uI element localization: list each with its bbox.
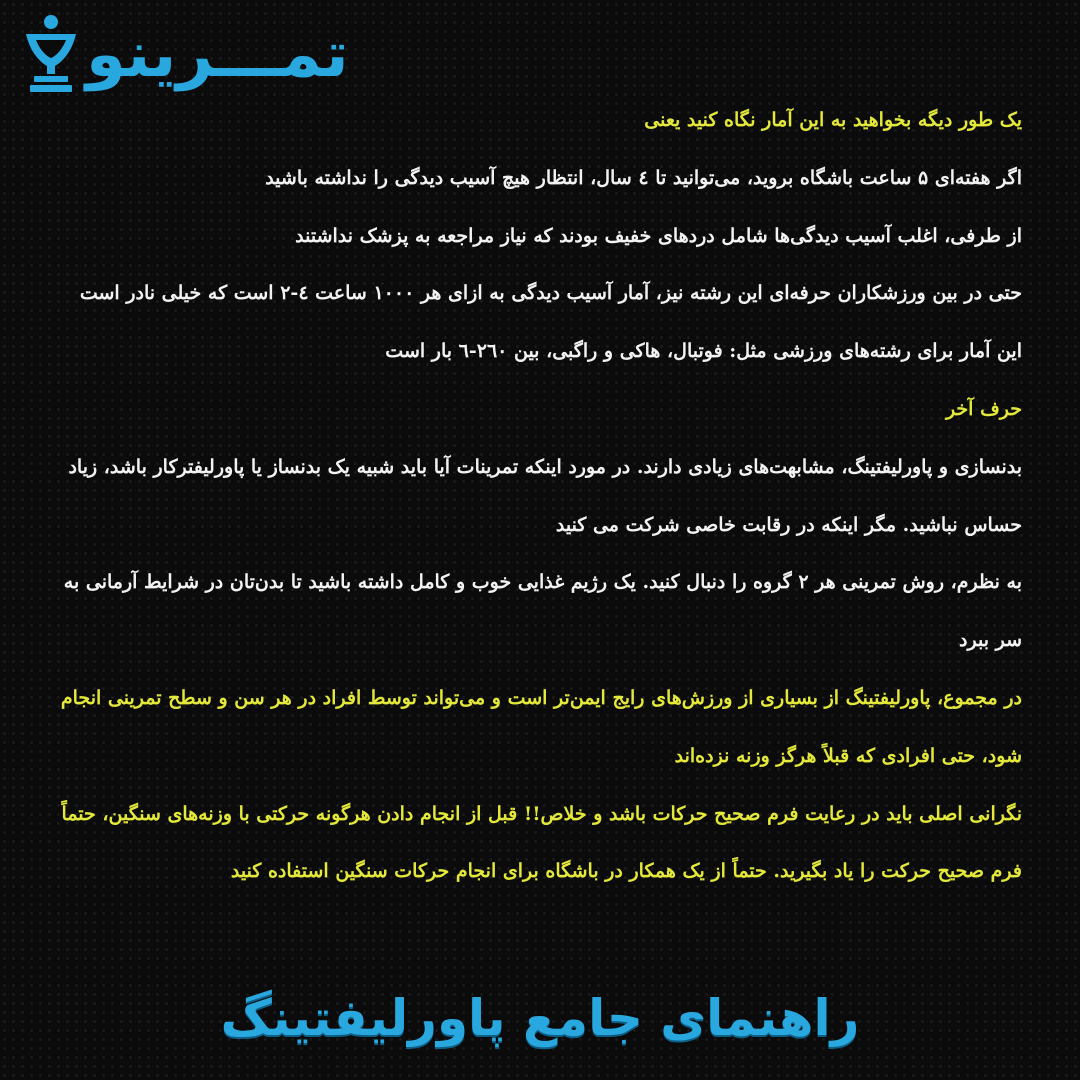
highlighted-paragraph: در مجموع، پاورلیفتینگ از بسیاری از ورزش‌های رایج ایمن‌تر است و می‌تواند توسط افراد در هر سن و سطح تمرینی انجام شود، حتی افرادی که قبلاً هرگز وزنه نزده‌اند — [60, 686, 1022, 767]
paragraph: حتی در بین ورزشکاران حرفه‌ای این رشته نیز، آمار آسیب دیدگی به ازای هر ۱۰۰۰ ساعت ٤-۲ است که خیلی نادر است — [79, 282, 1022, 305]
footer-title: راهنمای جامع پاورلیفتینگ — [220, 989, 860, 1047]
paragraph: اگر هفته‌ای ۵ ساعت باشگاه بروید، می‌توانید تا ٤ سال، انتظار هیچ آسیب دیدگی را نداشته باشید — [265, 166, 1022, 189]
article-body — [52, 92, 1022, 901]
paragraph: بدنسازی و پاورلیفتینگ، مشابهت‌های زیادی دارند. در مورد اینکه تمرینات آیا باید شبیه یک بدنساز یا پاورلیفترکار باشد، زیاد حساس نباشید. مگر اینکه در رقابت خاصی شرکت می کنید — [68, 455, 1022, 536]
trophy-cup-icon — [22, 12, 80, 98]
highlighted-paragraph: حرف آخر — [945, 397, 1022, 420]
brand-logo-text: تمـــرینو — [86, 18, 349, 92]
brand-logo — [22, 10, 349, 100]
highlighted-paragraph: نگرانی اصلی باید در رعایت فرم صحیح حرکات باشد و خلاص!! قبل از انجام دادن هرگونه حرکتی با وزنه‌های سنگین، حتماً فرم صحیح حرکت را یاد بگیرید. حتماً از یک همکار در باشگاه برای انجام حرکات سنگین استفاده کنید — [61, 802, 1022, 883]
highlighted-paragraph: یک طور دیگه بخواهید به این آمار نگاه کنید یعنی — [644, 109, 1022, 131]
paragraph: به نظرم، روش تمرینی هر ۲ گروه را دنبال کنید. یک رژیم غذایی خوب و کامل داشته باشید تا بدن‌تان در شرایط آرمانی به سر ببرد — [63, 571, 1022, 652]
paragraph: از طرفی، اغلب آسیب دیدگی‌ها شامل دردهای خفیف بودند که نیاز مراجعه به پزشک نداشتند — [295, 224, 1022, 247]
paragraph: این آمار برای رشته‌های ورزشی مثل: فوتبال، هاکی و راگبی، بین ۲٦۰-٦ بار است — [385, 340, 1022, 363]
